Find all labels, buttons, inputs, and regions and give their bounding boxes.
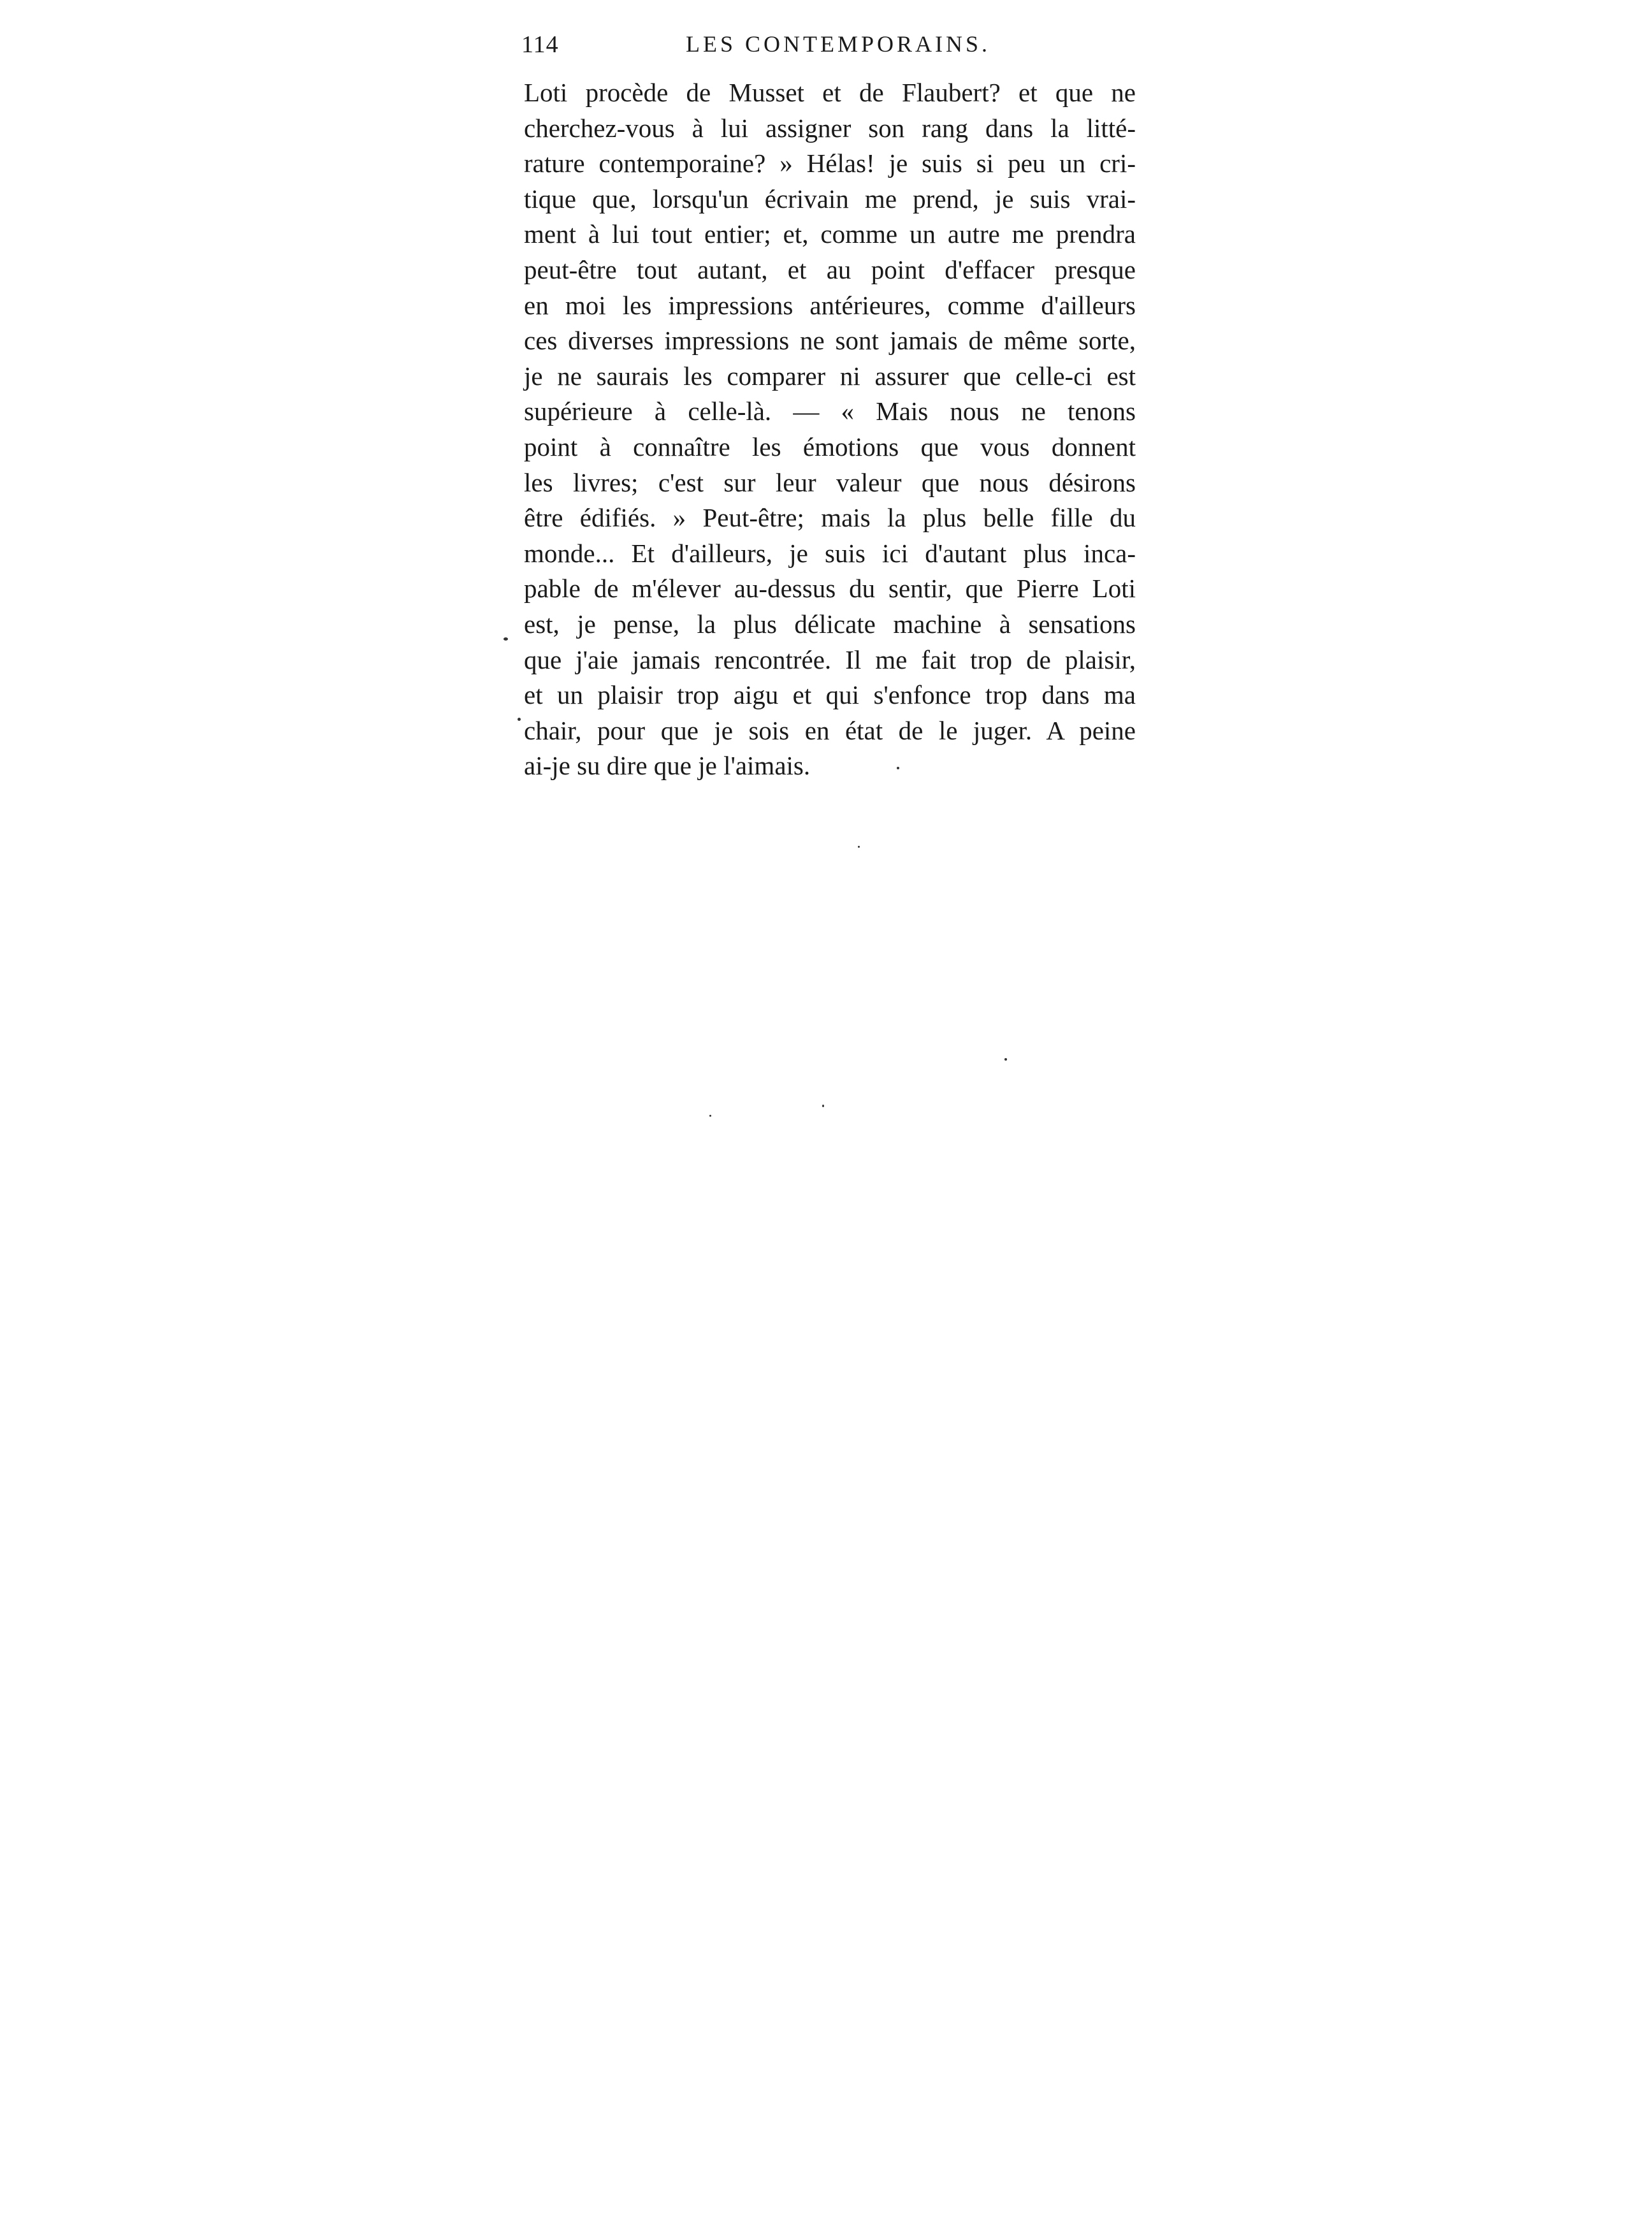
text-line: est, je pense, la plus délicate machine à sensations: [524, 609, 1136, 639]
page-header: [521, 31, 1133, 69]
text-line: peut-être tout autant, et au point d'effacer presque: [524, 254, 1136, 284]
scan-speck: [897, 767, 899, 769]
text-line: ai-je su dire que je l'aimais.: [524, 751, 811, 781]
text-line: chair, pour que je sois en état de le juger. A peine: [524, 715, 1136, 745]
text-line: que j'aie jamais rencontrée. Il me fait trop de plaisir,: [524, 644, 1136, 674]
text-line: rature contemporaine? » Hélas! je suis si peu un cri-: [524, 149, 1136, 178]
scan-speck: [1004, 1058, 1007, 1061]
scan-speck: [709, 1115, 711, 1117]
scan-speck: [504, 637, 508, 641]
text-line: Loti procède de Musset et de Flaubert? et que ne: [524, 78, 1136, 107]
text-line: point à connaître les émotions que vous donnent: [524, 432, 1136, 461]
text-line: je ne saurais les comparer ni assurer que celle-ci est: [524, 361, 1136, 391]
text-line: en moi les impressions antérieures, comme d'ailleurs: [524, 290, 1136, 320]
text-line: supérieure à celle-là. — « Mais nous ne tenons: [524, 396, 1136, 426]
scan-speck: [518, 718, 521, 721]
scan-speck: [858, 846, 860, 848]
running-title: LES CONTEMPORAINS.: [686, 31, 991, 57]
page-number: 114: [521, 31, 559, 58]
text-line: être édifiés. » Peut-être; mais la plus belle fille du: [524, 503, 1136, 533]
text-line: cherchez-vous à lui assigner son rang dans la litté-: [524, 113, 1136, 143]
text-line: ces diverses impressions ne sont jamais de même sorte,: [524, 326, 1136, 356]
text-line: tique que, lorsqu'un écrivain me prend, je suis vrai-: [524, 184, 1136, 214]
text-line: les livres; c'est sur leur valeur que nous désirons: [524, 467, 1136, 497]
text-line: et un plaisir trop aigu et qui s'enfonce trop dans ma: [524, 680, 1136, 710]
text-line: monde... Et d'ailleurs, je suis ici d'autant plus inca-: [524, 538, 1136, 568]
scan-speck: [822, 1105, 824, 1107]
text-line: pable de m'élever au-dessus du sentir, que Pierre Loti: [524, 574, 1136, 604]
body-paragraph: [524, 75, 1136, 784]
text-line: ment à lui tout entier; et, comme un autre me prendra: [524, 219, 1136, 249]
